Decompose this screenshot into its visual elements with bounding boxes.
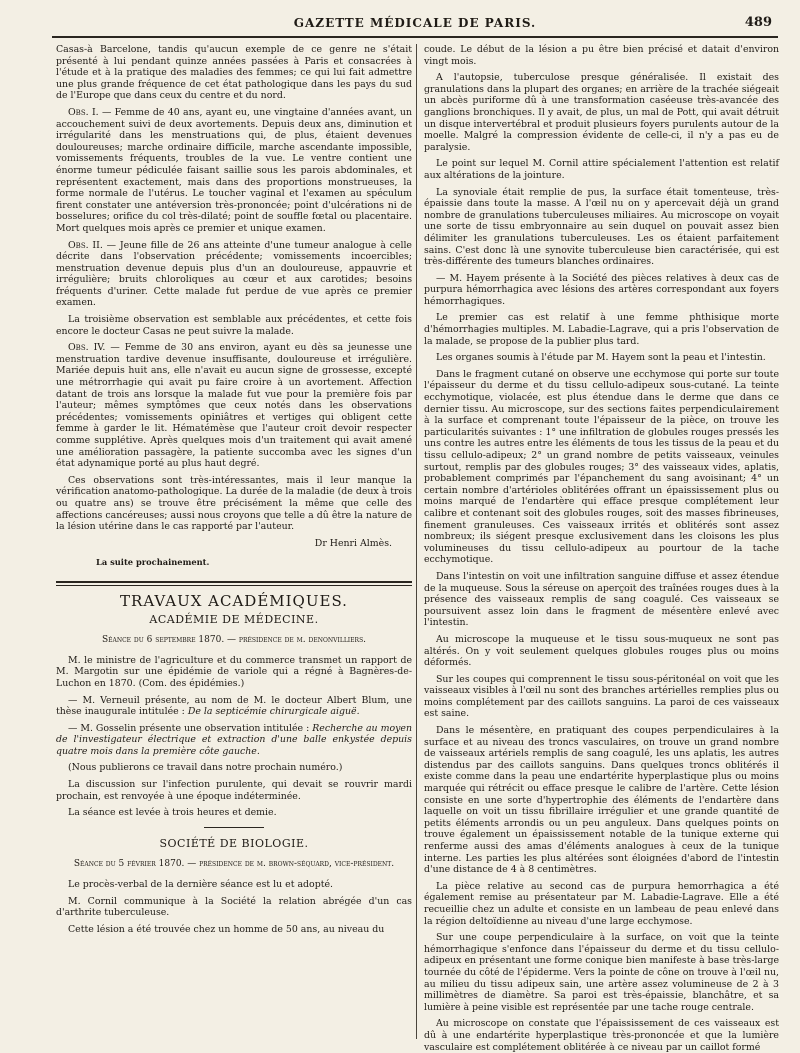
left-column (56, 44, 412, 1044)
observation-label: Obs. II. (68, 239, 103, 251)
paragraph: La pièce relative au second cas de purpura hemorrhagica a été également remise au présentateur par M. Labadie-Lagrave. Elle a été recueillie chez un adulte et consiste en un lambeau de peau enlevé dans la région deltoïdienne au niveau d'une large ecchymose. (424, 880, 779, 927)
paragraph: — M. Hayem présente à la Société des pièces relatives à deux cas de purpura hémorrhagica avec lésions des artères correspondant aux foyers hémorrhagiques. (424, 272, 779, 307)
page-header (52, 14, 778, 38)
continuation-note: La suite prochainement. (96, 557, 210, 568)
paragraph: M. le ministre de l'agriculture et du commerce transmet un rapport de M. Margotin sur une épidémie de variole qui a régné à Bagnères-de-Luchon en 1870. (Com. des épidémies.) (56, 654, 412, 689)
subsection-title: SOCIÉTÉ DE BIOLOGIE. (159, 836, 309, 850)
paragraph: Le procès-verbal de la dernière séance est lu et adopté. (68, 879, 333, 891)
paragraph: Dans le mésentère, en pratiquant des coupes perpendiculaires à la surface et au niveau des troncs vasculaires, on trouve un grand nombre de vaisseaux artériels remplis de sang coagulé, les uns aplatis, les autres distendus par des caillots sanguins. Dans quelques troncs oblitérés il existe comme dans la peau une endartérite hyperplastique plus ou moins marquée qui rétrécit ou efface presque le calibre de l'artère. Cette lésion consiste en une sorte d'hypertrophie des éléments de l'endartère dans laquelle on voit un tissu fibrillaire irrégulier et une grande quantité de petits éléments arrondis ou un peu anguleux. Dans quelques points on trouve également un épaississement notable de la tunique externe qui renferme aussi des amas d'éléments analogues à ceux de la tunique interne. Les parties les plus altérées sont éloignées d'abord de l'intestin d'une distance de 4 à 8 centimètres. (424, 725, 779, 876)
paragraph: (Nous publierons ce travail dans notre prochain numéro.) (68, 762, 343, 774)
divider (204, 827, 264, 828)
paragraph: A l'autopsie, tuberculose presque généralisée. Il existait des granulations dans la plupart des organes; en arrière de la trachée siégeait un abcès puriforme dû à une transformation caséeuse très-avancée des ganglions bronchiques. Il y avait, de plus, un mal de Pott, qui avait détruit un disque intervertébral et produit plusieurs foyers purulents autour de la moelle. Malgré la compression évidente de celle-ci, il n'y a pas eu de paralysie. (424, 72, 779, 153)
column-divider (416, 44, 417, 1039)
paragraph: Le premier cas est relatif à une femme phthisique morte d'hémorrhagies multiples. M. Labadie-Lagrave, qui a pris l'observation de la malade, se propose de la publier plus tard. (424, 312, 779, 347)
section-rule (56, 581, 412, 586)
paragraph: Sur une coupe perpendiculaire à la surface, on voit que la teinte hémorrhagique s'enfonce dans l'épaisseur du derme et du tissu cellulo-adipeux en présentant une forme conique bien manifeste à base très-large tournée du côté de l'épiderme. Vers la pointe de cône on trouve à l'œil nu, au milieu du tissu adipeux sain, une artère assez volumineuse de 2 à 3 millimètres de diamètre. Sa paroi est très-épaissie, blanchâtre, et sa lumière à peine visible est représentée par une tache rouge centrale. (424, 932, 779, 1013)
observation-text: — Femme de 30 ans environ, ayant eu dès sa jeunesse une menstruation tardive devenue insuffisante, douloureuse et irrégulière. Mariée depuis huit ans, elle n'avait eu aucun signe de grossesse, excepté une métrorrhagie qui avait pu faire croire à un avortement. Affection datant de trois ans lorsque la malade fut vue pour la première fois par l'auteur; mêmes symptômes que ceux notés dans les observations précédentes; vomissements opiniâtres et vertiges qui obligent cette femme à garder le lit. Hématémèse que l'auteur croit devoir respecter comme supplétive. Après quelques mois d'un traitement qui avait amené une amélioration passagère, la patiente succomba avec les signes d'un état adynamique porté au plus haut degré. (56, 342, 412, 470)
observation-1 (56, 107, 412, 235)
right-column (424, 44, 779, 1053)
paragraph (56, 723, 412, 758)
paragraph: La séance est levée à trois heures et demie. (68, 807, 277, 819)
observation-title: Recherche au moyen de l'investigateur électrique et extraction d'une balle enkystée depuis quatre mois dans la première côte gauche. (56, 722, 412, 757)
paragraph: Dans le fragment cutané on observe une ecchymose qui porte sur toute l'épaisseur du derme et du tissu cellulo-adipeux sous-cutané. La teinte ecchymotique, violacée, est plus étendue dans le derme que dans ce dernier tissu. Au microscope, sur des sections faites perpendiculairement à la surface et comprenant toute l'épaisseur de la pièce, on trouve les particularités suivantes : 1° une infiltration de globules rouges pressés les uns contre les autres entre les éléments de tous les tissus de la peau et du tissu cellulo-adipeux; 2° un grand nombre de petits vaisseaux, veinules surtout, remplis par des globules rouges; 3° des vaisseaux vides, aplatis, probablement comprimés par l'épanchement du sang avoisinant; 4° un certain nombre d'artérioles oblitérées offrant un épaississement plus ou moins marqué de l'endartère qui efface presque complétement leur calibre et contenant soit des globules rouges, soit des masses fibrineuses, finement granuleuses. Ces vaisseaux irrités et oblitérés sont assez nombreux; ils siégent presque exclusivement dans les cloisons les plus volumineuses du tissu cellulo-adipeux au pourtour de la tache ecchymotique. (424, 368, 779, 566)
page-number: 489 (744, 15, 772, 30)
observation-4 (56, 342, 412, 470)
paragraph: Au microscope la muqueuse et le tissu sous-muqueux ne sont pas altérés. On y voit seulement quelques globules rouges plus ou moins déformés. (424, 633, 779, 669)
paragraph: coude. Le début de la lésion a pu être bien précisé et datait d'environ vingt mois. (424, 44, 779, 67)
text: — M. Verneuil présente, au nom de M. le docteur Albert Blum, une thèse inaugurale intitulée : (56, 694, 412, 718)
paragraph: Casas-à Barcelone, tandis qu'aucun exemple de ce genre ne s'était présenté à lui pendant quinze années passées à Paris et consacrées à l'étude et à la pratique des maladies des femmes; ce qui lui fait admettre une plus grande fréquence de cet état pathologique dans les pays du sud de l'Europe que dans ceux du centre et du nord. (56, 44, 412, 102)
observation-label: Obs. I. (68, 106, 99, 118)
paragraph: M. Cornil communique à la Société la relation abrégée d'un cas d'arthrite tuberculeuse. (56, 895, 412, 919)
paragraph: Dans l'intestin on voit une infiltration sanguine diffuse et assez étendue de la muqueuse. Sous la séreuse on aperçoit des traînées rouges dues à la présence des vaisseaux remplis de sang coagulé. Ces vaisseaux se poursuivent assez loin dans le fragment de mésentère enlevé avec l'intestin. (424, 570, 779, 629)
observation-2 (56, 240, 412, 310)
thesis-title: De la septicémie chirurgicale aiguë. (187, 706, 360, 718)
observation-label: Obs. IV. (68, 342, 106, 354)
paragraph: La troisième observation est semblable aux précédentes, et cette fois encore le docteur Casas ne peut suivre la malade. (56, 314, 412, 337)
text: — M. Gosselin présente une observation intitulée : (68, 722, 313, 734)
paragraph: Au microscope on constate que l'épaississement de ces vaisseaux est dû à une endartérite hyperplastique très-prononcée et que la lumière vasculaire est complétement oblitérée à ce niveau par un caillot formé (424, 1018, 779, 1053)
author-signature: Dr Henri Almès. (314, 537, 392, 549)
paragraph: La synoviale était remplie de pus, la surface était tomenteuse, très-épaissie dans toute la masse. A l'œil nu on y apercevait déjà un grand nombre de granulations tuberculeuses miliaires. Au microscope on voyait une sorte de tissu embryonnaire au sein duquel on pouvait assez bien délimiter les granulations tuberculeuses. Les os étaient parfaitement sains. C'est donc là une synovite tuberculeuse bien caractérisée, qui est très-différente des tumeurs blanches ordinaires. (424, 186, 779, 268)
paragraph (56, 695, 412, 718)
section-title: TRAVAUX ACADÉMIQUES. (120, 591, 348, 610)
paragraph: La discussion sur l'infection purulente, qui devait se rouvrir mardi prochain, est renvoyée à une époque indéterminée. (56, 779, 412, 802)
observation-text: — Jeune fille de 26 ans atteinte d'une tumeur analogue à celle décrite dans l'observation précédente; vomissements incoercibles; menstruation devenue depuis plus d'un an douloureuse, appauvrie et irrégulière; bruits chloroliques au cœur et aux carotides; besoins fréquents d'uriner. Cette malade fut perdue de vue après ce premier examen. (56, 239, 412, 309)
journal-title: GAZETTE MÉDICALE DE PARIS. (293, 16, 537, 30)
paragraph: Cette lésion a été trouvée chez un homme de 50 ans, au niveau du (68, 923, 385, 935)
paragraph: Ces observations sont très-intéressantes, mais il leur manque la vérification anatomo-pathologique. La durée de la maladie (de deux à trois ou quatre ans) se trouve être précisément la même que celle des affections cancéreuses; aussi nous croyons que telle a dû être la nature de la lésion utérine dans le cas rapporté par l'auteur. (56, 474, 412, 533)
session-heading: Séance du 6 septembre 1870. — présidence de m. denonvilliers. (101, 635, 367, 646)
paragraph: Les organes soumis à l'étude par M. Hayem sont la peau et l'intestin. (436, 352, 766, 364)
subsection-title: ACADÉMIE DE MÉDECINE. (149, 612, 319, 626)
observation-text: — Femme de 40 ans, ayant eu, une vingtaine d'années avant, un accouchement suivi de deux avortements. Depuis deux ans, diminution et irrégularité dans les menstruations qui, de plus, étaient devenues douloureuses; marche ordinaire difficile, marche ascendante impossible, vomissements fréquents, troubles de la vue. Le ventre contient une énorme tumeur pédiculée faisant saillie sous les parois abdominales, et représentent exactement, mais dans des proportions monstrueuses, la forme normale de l'utérus. Le toucher vaginal et l'examen au spéculum firent constater une antéversion très-prononcée; point d'ulcérations ni de bosselures; orifice du col très-dilaté; point de souffle fœtal ou placentaire. Mort quelques mois après ce premier et unique examen. (56, 106, 412, 234)
session-heading: Séance du 5 février 1870. — présidence de m. brown-séquard, vice-président. (73, 859, 395, 870)
paragraph: Sur les coupes qui comprennent le tissu sous-péritonéal on voit que les vaisseaux visibles à l'œil nu sont des branches artérielles remplies plus ou moins complétement par des caillots sanguins. La paroi de ces vaisseaux est saine. (424, 673, 779, 720)
paragraph: Le point sur lequel M. Cornil attire spécialement l'attention est relatif aux altérations de la jointure. (424, 158, 779, 181)
